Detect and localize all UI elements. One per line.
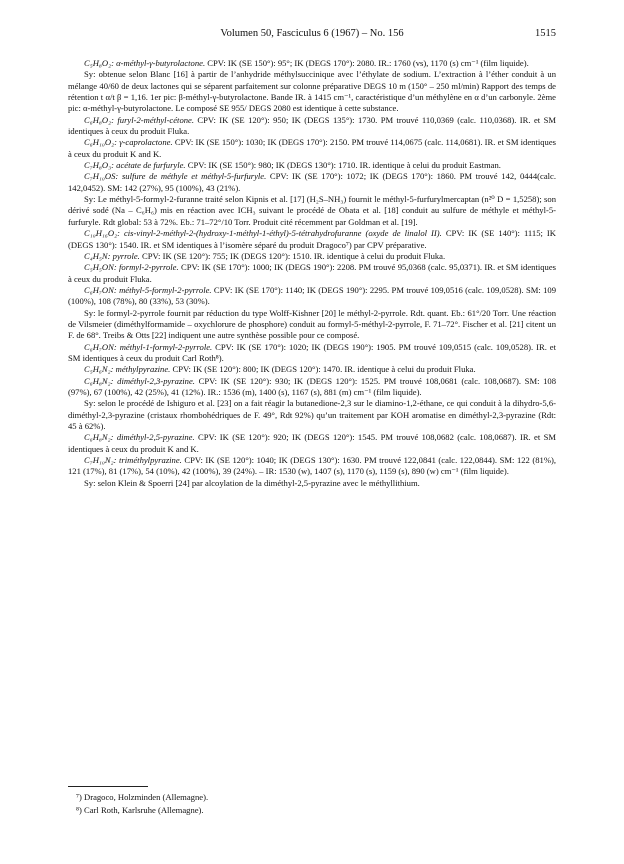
compound-formula: C₆H₇ON: <box>84 284 117 295</box>
compound-entry <box>68 251 556 262</box>
compound-name: furyl-2-méthyl-cétone. <box>117 114 194 125</box>
compound-name: diméthyl-2,3-pyrazine. <box>117 375 195 386</box>
compound-formula: C₇H₁₀OS: <box>84 171 119 182</box>
compound-details: CPV: IK (SE 150°): 95°; IK (DEGS 170°): 2080. IR.: 1760 (vs), 1170 (s) cm⁻¹ (film liquide). <box>205 58 529 68</box>
compound-formula: C₄H₅N: <box>84 250 111 261</box>
compound-name: triméthylpyrazine. <box>119 455 182 466</box>
page <box>68 28 556 489</box>
compound-entry <box>68 364 556 375</box>
compound-formula: C₅H₆N₂: <box>84 364 114 375</box>
footnote: ⁸) Carl Roth, Karlsruhe (Allemagne). <box>76 804 204 815</box>
compound-name: cis-vinyl-2-méthyl-2-(hydroxy-1-méthyl-1-éthyl)-5-tétrahydrofuranne (oxyde de linalol II). <box>123 228 442 239</box>
compound-formula: C₅H₈O₂: <box>84 58 114 68</box>
footnote-rule <box>68 786 148 787</box>
compound-entry <box>68 58 556 69</box>
compound-name: γ-caprolactone. <box>119 137 173 148</box>
synthesis-note: Sy: selon le procédé de Ishiguro et al. [23] on a fait réagir la butanedione-2,3 sur le diamino-1,2-éthane, ce qui conduit à la dihydro-5,6-diméthyl-2,3-pyrazine (cristaux rhombohédriques de F. 49°, Rdt 92%) qu’un traitement par KOH aromatise en diméthyl-2,3-pyrazine (Rdt: 45 à 62%). <box>68 398 556 431</box>
compound-formula: C₅H₅ON: <box>84 262 117 273</box>
compound-formula: C₇H₁₀N₂: <box>84 455 117 466</box>
compound-name: sulfure de méthyle et méthyl-5-furfuryle. <box>121 171 267 182</box>
compound-details: CPV: IK (SE 120°): 755; IK (DEGS 120°): 1510. IR. identique à celui du produit Fluka. <box>139 250 446 261</box>
compound-entry <box>68 228 556 251</box>
compound-entry <box>68 262 556 285</box>
compound-details: CPV: IK (SE 140°): 1115; IK (DEGS 130°): 1540. IR. et SM identiques à l’isomère séparé du produit Dragoco⁷) par CPV préparative. <box>68 228 556 250</box>
compound-name: méthyl-5-formyl-2-pyrrole. <box>119 284 212 295</box>
compound-name: acétate de furfuryle. <box>116 160 186 171</box>
compound-formula: C₆H₈O₂: <box>84 114 114 125</box>
compound-details: CPV: IK (SE 150°): 980; IK (DEGS 130°): 1710. IR. identique à celui du produit Eastman. <box>185 160 501 171</box>
footnote: ⁷) Dragoco, Holzminden (Allemagne). <box>76 792 209 802</box>
compound-name: pyrrole. <box>112 250 140 261</box>
compound-details: CPV: IK (SE 150°): 1030; IK (DEGS 170°): 2150. PM trouvé 114,0675 (calc. 114,0681). IR. et SM identiques à ceux du produit K and K. <box>68 137 556 159</box>
article-body <box>68 58 556 489</box>
compound-entry <box>68 376 556 399</box>
compound-details: CPV: IK (SE 120°): 1040; IK (DEGS 130°): 1630. PM trouvé 122,0841 (calc. 122,0844). SM: 122 (81%), 121 (17%), 81 (17%), 54 (10%), 42 (100%), 39 (24%). – IR: 1530 (w), 1407 (s), 1170 (s), 1159 (s), 890 (w) cm⁻¹ (film liquide). <box>68 455 557 477</box>
compound-entry <box>68 455 556 478</box>
synthesis-note: Sy: Le méthyl-5-formyl-2-furanne traité selon Kipnis et al. [17] (H₂S–NH₃) fournit le méthyl-5-furfurylmercaptan (n²⁰ D = 1,5258); son dérivé sodé (Na – C₆H₆) mis en réaction avec ICH₃ suivant le procédé de Obata et al. [18] conduit au sulfure de méthyle et méthyl-5-furfuryle. Rdt global: 53 à 72%. Eb.: 71–72°/10 Torr. Produit cité récemment par Goldman et al. [19]. <box>68 194 556 227</box>
compound-formula: C₁₀H₁₆O₂: <box>84 228 120 239</box>
compound-name: α-méthyl-γ-butyrolactone. <box>116 58 206 68</box>
compound-details: CPV: IK (SE 120°): 950; IK (DEGS 135°): 1730. PM trouvé 110,0369 (calc. 110,0368). IR. et SM identiques à ceux du produit Fluka. <box>68 114 556 137</box>
compound-entry <box>68 171 556 194</box>
compound-details: CPV: IK (SE 120°): 930; IK (DEGS 120°): 1525. PM trouvé 108,0681 (calc. 108,0687). SM: 108 (97%), 67 (100%), 42 (25%), 41 (12%). IR.: 1536 (m), 1400 (s), 1167 (s), 881 (m) cm⁻¹ (film liquide). <box>68 375 556 397</box>
compound-entry <box>68 285 556 308</box>
journal-header: Volumen 50, Fasciculus 6 (1967) – No. 156 <box>220 28 404 39</box>
compound-entry <box>68 342 556 365</box>
compound-entry <box>68 432 556 455</box>
compound-details: CPV: IK (SE 170°): 1140; IK (DEGS 190°): 2295. PM trouvé 109,0516 (calc. 109,0528). SM: 109 (100%), 108 (78%), 80 (33%), 53 (30%). <box>68 284 556 307</box>
compound-formula: C₆H₁₀O₂: <box>84 137 117 148</box>
compound-entry <box>68 115 556 138</box>
compound-formula: C₆H₈N₂: <box>84 375 114 386</box>
compound-details: CPV: IK (SE 170°): 1000; IK (DEGS 190°): 2208. PM trouvé 95,0368 (calc. 95,0371). IR. et SM identiques à ceux du produit Fluka. <box>68 262 556 284</box>
compound-name: formyl-2-pyrrole. <box>119 262 179 273</box>
compound-details: CPV: IK (SE 120°): 800; IK (DEGS 120°): 1470. IR. identique à celui du produit Fluka. <box>170 364 476 375</box>
compound-formula: C₇H₈O₃: <box>84 160 114 171</box>
synthesis-note: Sy: selon Klein & Spoerri [24] par alcoylation de la diméthyl-2,5-pyrazine avec le méthyllithium. <box>84 477 420 488</box>
synthesis-note: Sy: obtenue selon Blanc [16] à partir de l’anhydride méthylsuccinique avec l’éthylate de sodium. L’extraction à l’éther conduit à un mélange 40/60 de deux lactones qui se séparent parfaitement sur colonne préparative DEGS 10 m (150° – 250 ml/min) Rapport des temps de rétention t α/t β = 1,16. 1er pic: β-méthyl-γ-butyrolactone. Bande IR. à 1415 cm⁻¹, caractéristique d’un méthylène en α d’un carbonyle. 2ème pic: α-méthyl-γ-butyrolactone. Le composé SE 955/ DEGS 2080 est identique à cette substance. <box>68 69 556 114</box>
footnotes <box>68 786 556 816</box>
compound-name: diméthyl-2,5-pyrazine. <box>116 432 195 443</box>
compound-entry <box>68 137 556 160</box>
page-number: 1515 <box>535 28 556 39</box>
running-header <box>68 28 556 58</box>
compound-details: CPV: IK (SE 120°): 920; IK (DEGS 120°): 1545. PM trouvé 108,0682 (calc. 108,0687). IR. et SM identiques à ceux du produit K and K. <box>68 432 556 454</box>
compound-details: CPV: IK (SE 170°): 1072; IK (DEGS 170°): 1860. PM trouvé 142, 0444(calc. 142,0452). SM: 142 (27%), 95 (100%), 43 (21%). <box>68 171 556 193</box>
compound-name: méthylpyrazine. <box>115 364 171 375</box>
compound-details: CPV: IK (SE 170°): 1020; IK (DEGS 190°): 1905. PM trouvé 109,0515 (calc. 109,0528). IR. et SM identiques à ceux du produit Carl Roth⁸). <box>68 341 557 363</box>
compound-formula: C₆H₈N₂: <box>84 432 114 443</box>
compound-entry <box>68 160 556 171</box>
compound-name: méthyl-1-formyl-2-pyrrole. <box>119 341 213 352</box>
compound-formula: C₆H₇ON: <box>84 341 117 352</box>
synthesis-note: Sy: le formyl-2-pyrrole fournit par réduction du type Wolff-Kishner [20] le méthyl-2-pyrrole. Rdt. quant. Eb.: 61°/20 Torr. Une réaction de Vilsmeier (diméthylformamide – oxychlorure de phosphore) conduit au formyl-5-méthyl-2-pyrrole, F. 71–72°. Fischer et al. [21] citent un F. de 68°. Treibs & Otts [22] indiquent une autre synthèse possible pour ce composé. <box>68 307 556 341</box>
